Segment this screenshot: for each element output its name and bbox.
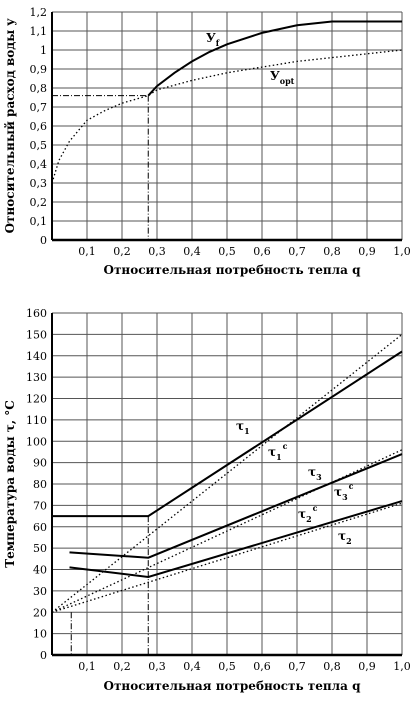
x-tick-label: 0,4: [183, 245, 201, 258]
y-tick-label: 140: [26, 349, 47, 363]
y-tick-label: 60: [33, 520, 47, 534]
x-tick-label: 0,8: [323, 660, 341, 673]
y-tick-label: 130: [26, 371, 47, 385]
x-tick-label: 0,9: [358, 660, 376, 673]
y-tick-label: 100: [26, 435, 47, 449]
y-tick-label: 90: [33, 456, 47, 470]
y-tick-label: 0,5: [29, 139, 47, 152]
y-tick-label: 30: [33, 584, 47, 598]
x-tick-label: 0,3: [148, 660, 166, 673]
y-tick-label: 1,1: [29, 25, 47, 38]
y-tick-label: 70: [33, 499, 47, 513]
chart-2: [3, 307, 411, 693]
x-tick-label: 0,3: [148, 245, 166, 258]
series-y_f: [148, 22, 402, 96]
series-label-tau3: $\tau_3$: [308, 465, 322, 482]
x-tick-label: 0,6: [253, 245, 271, 258]
x-tick-label: 0,5: [218, 245, 236, 258]
y-axis-label: Температура воды τ, °С: [3, 400, 17, 568]
y-tick-label: 50: [33, 542, 47, 556]
x-tick-label: 0,6: [253, 660, 271, 673]
y-tick-label: 20: [33, 606, 47, 620]
y-tick-label: 10: [33, 627, 47, 641]
y-tick-label: 80: [33, 478, 47, 491]
x-tick-label: 0,9: [358, 245, 376, 258]
series-label-tau2: $\tau_2$: [338, 529, 352, 546]
x-tick-label: 0,7: [288, 245, 306, 258]
chart-1: [3, 6, 411, 277]
series-label-y_opt: $У_{opt}$: [270, 69, 295, 86]
y-tick-label: 0,3: [29, 177, 47, 190]
series-tau3c: [70, 454, 403, 558]
y-tick-label: 110: [26, 413, 47, 427]
y-tick-label: 120: [26, 392, 47, 406]
series-label-tau3c: $\tau_3^c$: [334, 481, 354, 502]
x-axis-label: Относительная потребность тепла q: [103, 679, 361, 693]
y-tick-label: 0,1: [29, 215, 47, 228]
series-label-tau2c: $\tau_2^c$: [298, 503, 318, 524]
y-axis-label: Относительный расход воды y: [3, 18, 17, 234]
y-tick-label: 0: [40, 649, 47, 662]
x-tick-label: 0,2: [113, 245, 131, 258]
y-tick-label: 0,9: [29, 63, 47, 76]
series-label-tau1: $\tau_1$: [236, 419, 250, 436]
y-tick-label: 0,2: [29, 196, 47, 209]
y-tick-label: 0,4: [29, 158, 47, 171]
y-tick-label: 1,2: [29, 6, 47, 19]
x-tick-label: 0,8: [323, 245, 341, 258]
x-tick-label: 0,5: [218, 660, 236, 673]
x-tick-label: 0,7: [288, 660, 306, 673]
x-tick-label: 0,2: [113, 660, 131, 673]
series-label-tau1c: $\tau_1^c$: [268, 441, 288, 462]
series-tau2c: [70, 501, 403, 577]
x-tick-label: 0,1: [78, 245, 96, 258]
y-tick-label: 0,7: [29, 101, 47, 114]
x-tick-label: 0,1: [78, 660, 96, 673]
x-tick-label: 1,0: [393, 245, 411, 258]
y-tick-label: 0,8: [29, 82, 47, 95]
y-tick-label: 150: [26, 328, 47, 342]
y-tick-label: 160: [26, 307, 47, 320]
y-tick-label: 0,6: [29, 120, 47, 133]
x-axis-label: Относительная потребность тепла q: [103, 263, 361, 277]
x-tick-label: 0,4: [183, 660, 201, 673]
y-tick-label: 0: [40, 234, 47, 247]
y-tick-label: 1: [40, 44, 47, 57]
series-label-y_f: $У_f$: [206, 31, 220, 48]
y-tick-label: 40: [33, 563, 47, 577]
x-tick-label: 1,0: [393, 660, 411, 673]
